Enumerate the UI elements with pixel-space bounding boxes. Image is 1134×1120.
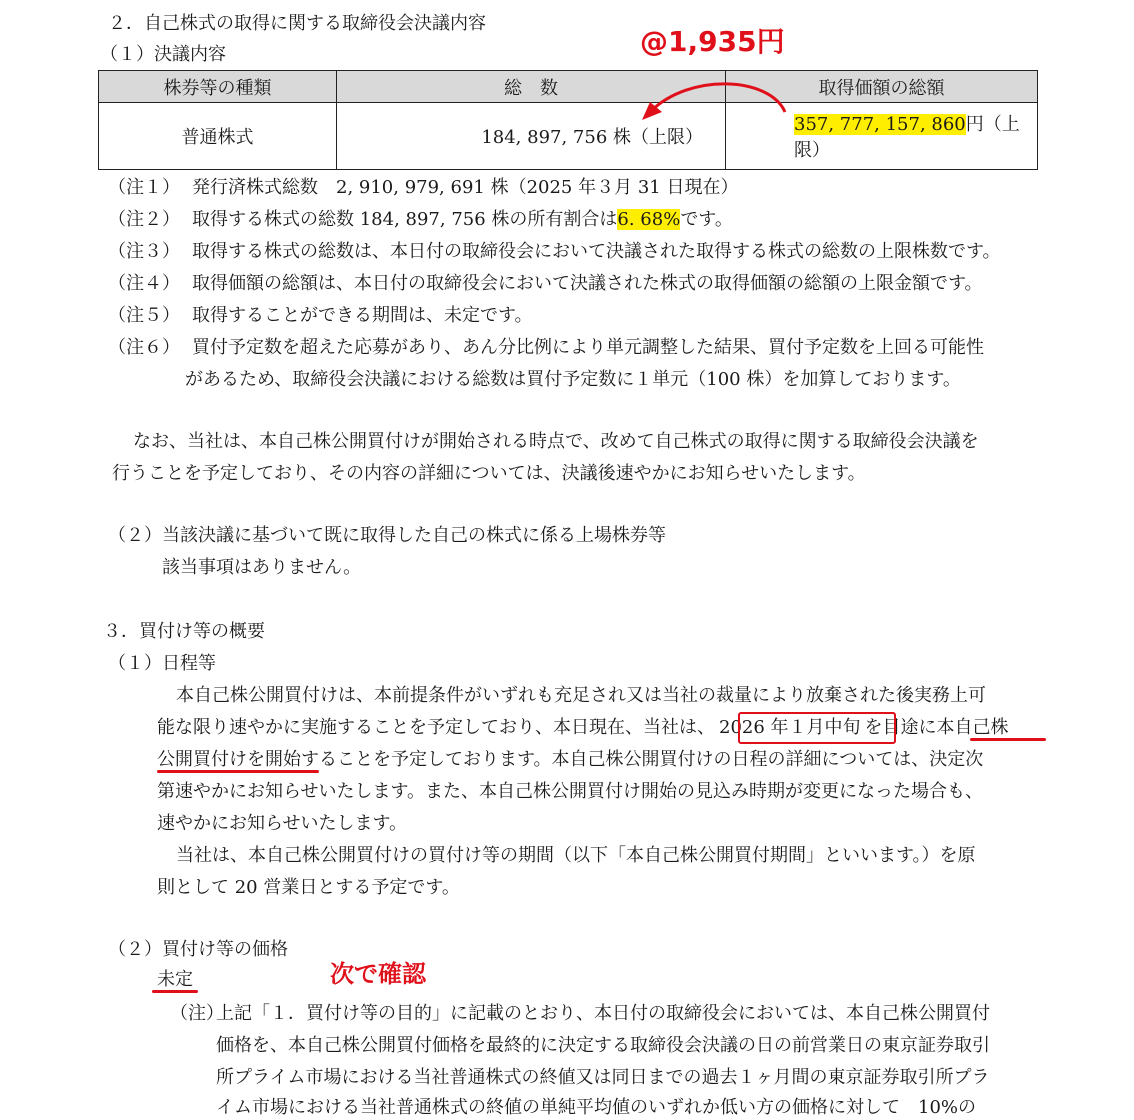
period-line: 則として 20 営業日とする予定です。: [157, 877, 460, 898]
schedule-line: 速やかにお知らせいたします。: [157, 813, 408, 834]
section-3-sub1: （１）日程等: [108, 653, 216, 674]
section-2-sub2-body: 該当事項はありません。: [162, 557, 362, 578]
note-label: （注３）: [108, 241, 180, 262]
schedule-text-underlined: 公開買付けを開始: [157, 749, 301, 770]
amount-highlight: 357, 777, 157, 860: [794, 114, 966, 135]
period-line: 当社は、本自己株公開買付けの買付け等の期間（以下「本自己株公開買付期間」といいます。）を原: [176, 845, 976, 866]
note-text-after: です。: [680, 209, 733, 230]
note-text: 取得する株式の総数は、本日付の取締役会において決議された取得する株式の総数の上限株数です。: [192, 241, 1001, 262]
price-note-line: 上記「１．買付け等の目的」に記載のとおり、本日付の取締役会においては、本自己株公開買付: [216, 1003, 990, 1024]
section-2-sub2: （２）当該決議に基づいて既に取得した自己の株式に係る上場株券等: [108, 525, 666, 546]
amount-suffix: 円（上限）: [794, 114, 1020, 161]
price-value: 未定: [157, 969, 193, 990]
ratio-highlight: 6. 68%: [617, 209, 681, 230]
paragraph-line: なお、当社は、本自己株公開買付けが開始される時点で、改めて自己株式の取得に関する取締役会決議を: [133, 431, 979, 452]
price-note-line: 価格を、本自己株公開買付価格を最終的に決定する取締役会決議の日の前営業日の東京証券取引: [216, 1035, 990, 1056]
price-note-line: 所プライム市場における当社普通株式の終値又は同日までの過去１ヶ月間の東京証券取引所プラ: [216, 1067, 990, 1088]
schedule-line: 第速やかにお知らせいたします。また、本自己株公開買付け開始の見込み時期が変更になった場合も、: [157, 781, 984, 802]
schedule-text: することを予定しております。本自己株公開買付けの日程の詳細については、決定次: [301, 749, 984, 770]
section-3-heading: ３．買付け等の概要: [103, 621, 265, 642]
arrow-icon: [630, 72, 800, 132]
table-header-row: [99, 71, 1038, 103]
header-total: 総 数: [337, 71, 726, 103]
header-amount: 取得価額の総額: [726, 71, 1038, 103]
cell-type: 普通株式: [99, 103, 337, 170]
note-text: 取得価額の総額は、本日付の取締役会において決議された株式の取得価額の総額の上限金額です。: [192, 273, 983, 294]
cell-total: 184, 897, 756 株（上限）: [337, 103, 726, 170]
underline-mark: [152, 990, 198, 993]
underline-mark: [157, 770, 319, 773]
note-label: （注１）: [108, 177, 180, 198]
note-text: 取得することができる期間は、未定です。: [192, 305, 533, 326]
share-table: [98, 70, 1038, 170]
paragraph-line: 行うことを予定しており、その内容の詳細については、決議後速やかにお知らせいたします。: [112, 463, 866, 484]
note-label: （注４）: [108, 273, 180, 294]
note-3: [108, 240, 1001, 264]
note-6-line2: があるため、取締役会決議における総数は買付予定数に１単元（100 株）を加算しております。: [185, 369, 961, 390]
price-note-line: イム市場における当社普通株式の終値の単純平均値のいずれか低い方の価格に対して 10%の: [216, 1097, 977, 1118]
note-label: （注２）: [108, 209, 180, 230]
note-label: （注６）: [108, 337, 180, 358]
schedule-text-underlined: 本自己株: [936, 717, 1009, 738]
note-text: 取得する株式の総数 184, 897, 756 株の所有割合は: [192, 209, 618, 230]
note-text: 買付予定数を超えた応募があり、あん分比例により単元調整した結果、買付予定数を上回る可能性: [192, 337, 984, 358]
note-5: [108, 304, 533, 328]
schedule-text: 能な限り速やかに実施することを予定しており、本日現在、当社は、: [157, 717, 715, 738]
section-2-heading: ２．自己株式の取得に関する取締役会決議内容: [108, 13, 486, 34]
date-boxed: 2026 年１月中旬: [719, 717, 861, 738]
note-4: [108, 272, 983, 296]
table-row: [99, 103, 1038, 170]
note-2: [108, 208, 733, 232]
note-6: [108, 336, 984, 360]
note-1: [108, 176, 738, 200]
underline-mark: [970, 738, 1046, 741]
handwritten-note: 次で確認: [330, 960, 426, 988]
price-note-label: （注）: [170, 1003, 224, 1024]
header-type: 株券等の種類: [99, 71, 337, 103]
schedule-line: 本自己株公開買付けは、本前提条件がいずれも充足され又は当社の裁量により放棄された後実務上可: [176, 685, 986, 706]
section-2-sub1: （１）決議内容: [100, 44, 226, 65]
date-annotation-box: [738, 712, 896, 744]
note-label: （注５）: [108, 305, 180, 326]
note-text: 発行済株式総数 2, 910, 979, 691 株（2025 年３月 31 日現在）: [192, 177, 739, 198]
schedule-text: を目途に: [864, 717, 937, 738]
schedule-line: [157, 748, 983, 772]
price-annotation: @1,935円: [640, 25, 785, 58]
section-3-sub2: （２）買付け等の価格: [108, 939, 288, 960]
